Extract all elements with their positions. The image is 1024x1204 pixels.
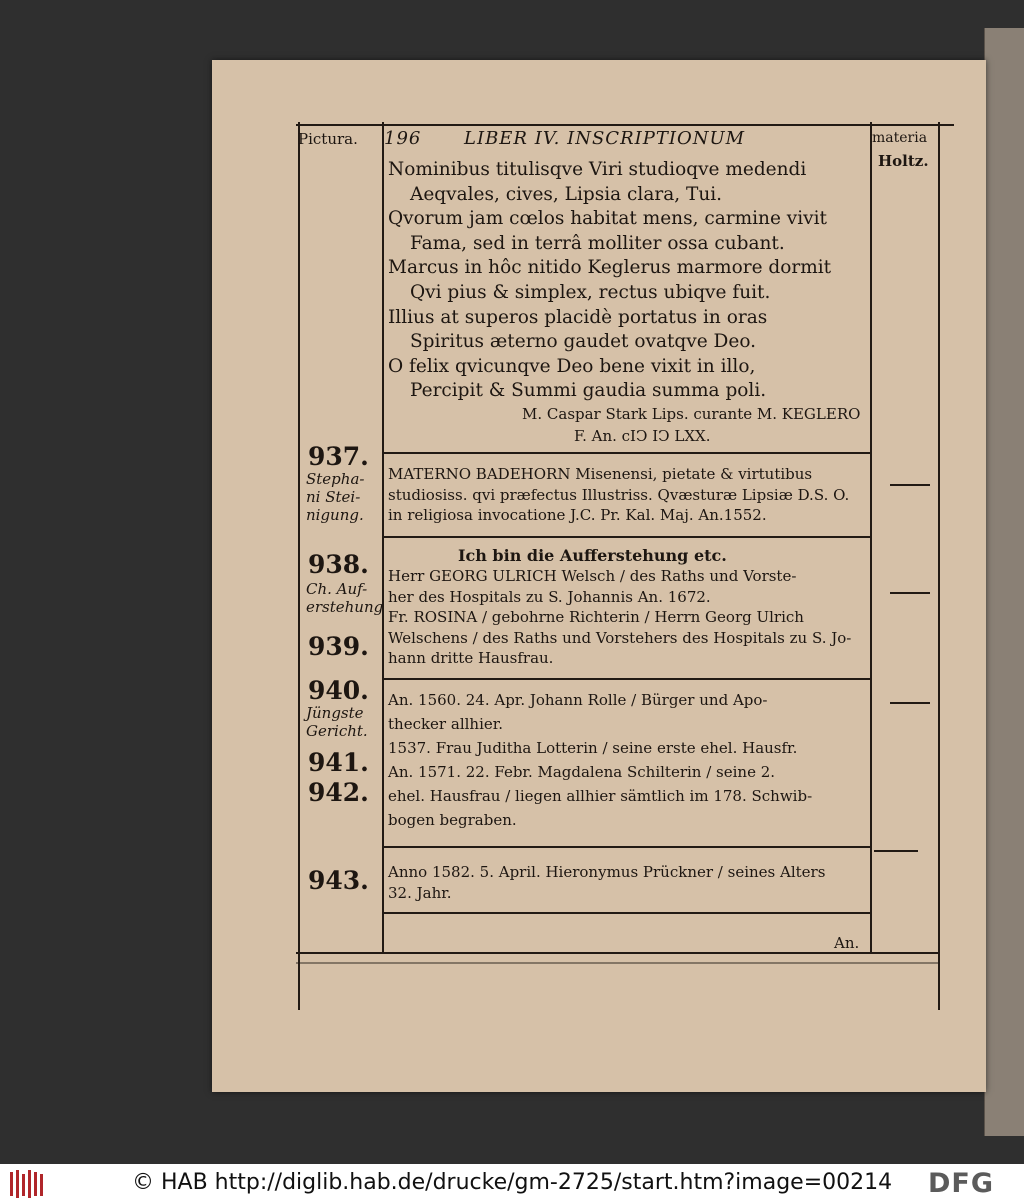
section-rule (384, 678, 870, 680)
entry-line: thecker allhier. (388, 715, 504, 733)
section-rule (384, 846, 870, 848)
entry-heading: Ich bin die Aufferstehung etc. (458, 546, 727, 565)
section-rule (384, 912, 870, 914)
attribution-text: © HAB http://diglib.hab.de/drucke/gm-2725/start.htm?image=00214 (132, 1170, 893, 1195)
verse-line: Qvi pius & simplex, rectus ubiqve fuit. (410, 281, 771, 303)
entry-line: studiosiss. qvi præfectus Illustriss. Qvæsturæ Lipsiæ D.S. O. (388, 485, 850, 504)
picture-label: Jüngste Gericht. (306, 704, 368, 740)
entry-line: An. 1571. 22. Febr. Magdalena Schilterin / seine 2. (388, 763, 776, 781)
entry-text (388, 464, 849, 526)
entry-number: 938. (308, 550, 369, 579)
entry-line: in religiosa invocatione J.C. Pr. Kal. Maj. An.1552. (388, 506, 767, 524)
material-dash (890, 592, 930, 594)
outer-right-rule (938, 122, 940, 1010)
entry-number: 939. (308, 632, 369, 661)
entry-text (388, 688, 812, 832)
book-page (212, 60, 986, 1092)
verse-line: Nominibus titulisqve Viri studioqve medendi (388, 159, 807, 180)
entry-line: An. 1560. 24. Apr. Johann Rolle / Bürger und Apo- (388, 691, 768, 709)
verse-line: Illius at superos placidè portatus in oras (388, 306, 768, 328)
entry-line: MATERNO BADEHORN Misenensi, pietate & virtutibus (388, 465, 813, 483)
entry-line: her des Hospitals zu S. Johannis An. 1672. (388, 587, 711, 606)
entry-line: Fr. ROSINA / gebohrne Richterin / Herrn Georg Ulrich (388, 608, 804, 626)
verse-line: Spiritus æterno gaudet ovatqve Deo. (410, 331, 757, 353)
entry-text (388, 566, 851, 669)
material-column-label-2: Holtz. (878, 152, 929, 170)
material-dash (890, 702, 930, 704)
running-title: LIBER IV. INSCRIPTIONUM (464, 128, 746, 149)
verse-line: Percipit & Summi gaudia summa poli. (410, 380, 767, 402)
picture-label: Ch. Auf- erstehung (306, 580, 384, 616)
epitaph-signature-date: F. An. cIↃ IↃ LXX. (574, 427, 711, 445)
epitaph-signature: M. Caspar Stark Lips. curante M. KEGLERO (522, 405, 861, 423)
verse-line: Marcus in hôc nitido Keglerus marmore dormit (388, 257, 832, 279)
entry-line: 1537. Frau Juditha Lotterin / seine erste ehel. Hausfr. (388, 739, 798, 757)
inner-right-rule (870, 122, 872, 952)
entry-number: 937. (308, 442, 369, 471)
entry-number: 943. (308, 866, 369, 895)
material-dash (890, 484, 930, 486)
verse-line: Fama, sed in terrâ molliter ossa cubant. (410, 232, 785, 254)
page-number: 196 (384, 128, 422, 149)
entry-line: hann dritte Hausfrau. (388, 649, 554, 667)
entry-line: 32. Jahr. (388, 883, 452, 902)
catchword: An. (834, 934, 860, 952)
epitaph-verse (388, 158, 866, 404)
material-column-label: materia (872, 130, 928, 146)
dfg-logo: DFG (928, 1168, 995, 1199)
entry-text (388, 862, 825, 903)
entry-line: Herr GEORG ULRICH Welsch / des Raths und Vorste- (388, 567, 797, 585)
verse-line: O felix qvicunqve Deo bene vixit in illo, (388, 355, 756, 377)
entry-number: 942. (308, 778, 369, 807)
verse-line: Aeqvales, cives, Lipsia clara, Tui. (410, 183, 723, 205)
section-rule (384, 452, 870, 454)
entry-line: ehel. Hausfrau / liegen allhier sämtlich im 178. Schwib- (388, 787, 813, 805)
section-rule (384, 536, 870, 538)
entry-number: 940. (308, 676, 369, 705)
entry-number: 941. (308, 748, 369, 777)
bottom-rule-shadow (296, 962, 940, 964)
bottom-rule (296, 952, 940, 954)
material-rule (874, 850, 918, 852)
picture-column-label: Pictura. (298, 130, 358, 148)
attribution-bar (0, 1164, 1024, 1204)
entry-line: bogen begraben. (388, 811, 517, 829)
entry-line: Anno 1582. 5. April. Hieronymus Prückner / seines Alters (388, 863, 826, 881)
facing-page-edge (984, 28, 1024, 1136)
verse-line: Qvorum jam cœlos habitat mens, carmine vivit (388, 208, 827, 230)
outer-left-rule (298, 122, 300, 1010)
header-rule (296, 124, 954, 126)
picture-label: Stepha- ni Stei- nigung. (306, 470, 365, 524)
library-logo-icon (8, 1168, 48, 1200)
entry-line: Welschens / des Raths und Vorstehers des Hospitals zu S. Jo- (388, 628, 852, 647)
